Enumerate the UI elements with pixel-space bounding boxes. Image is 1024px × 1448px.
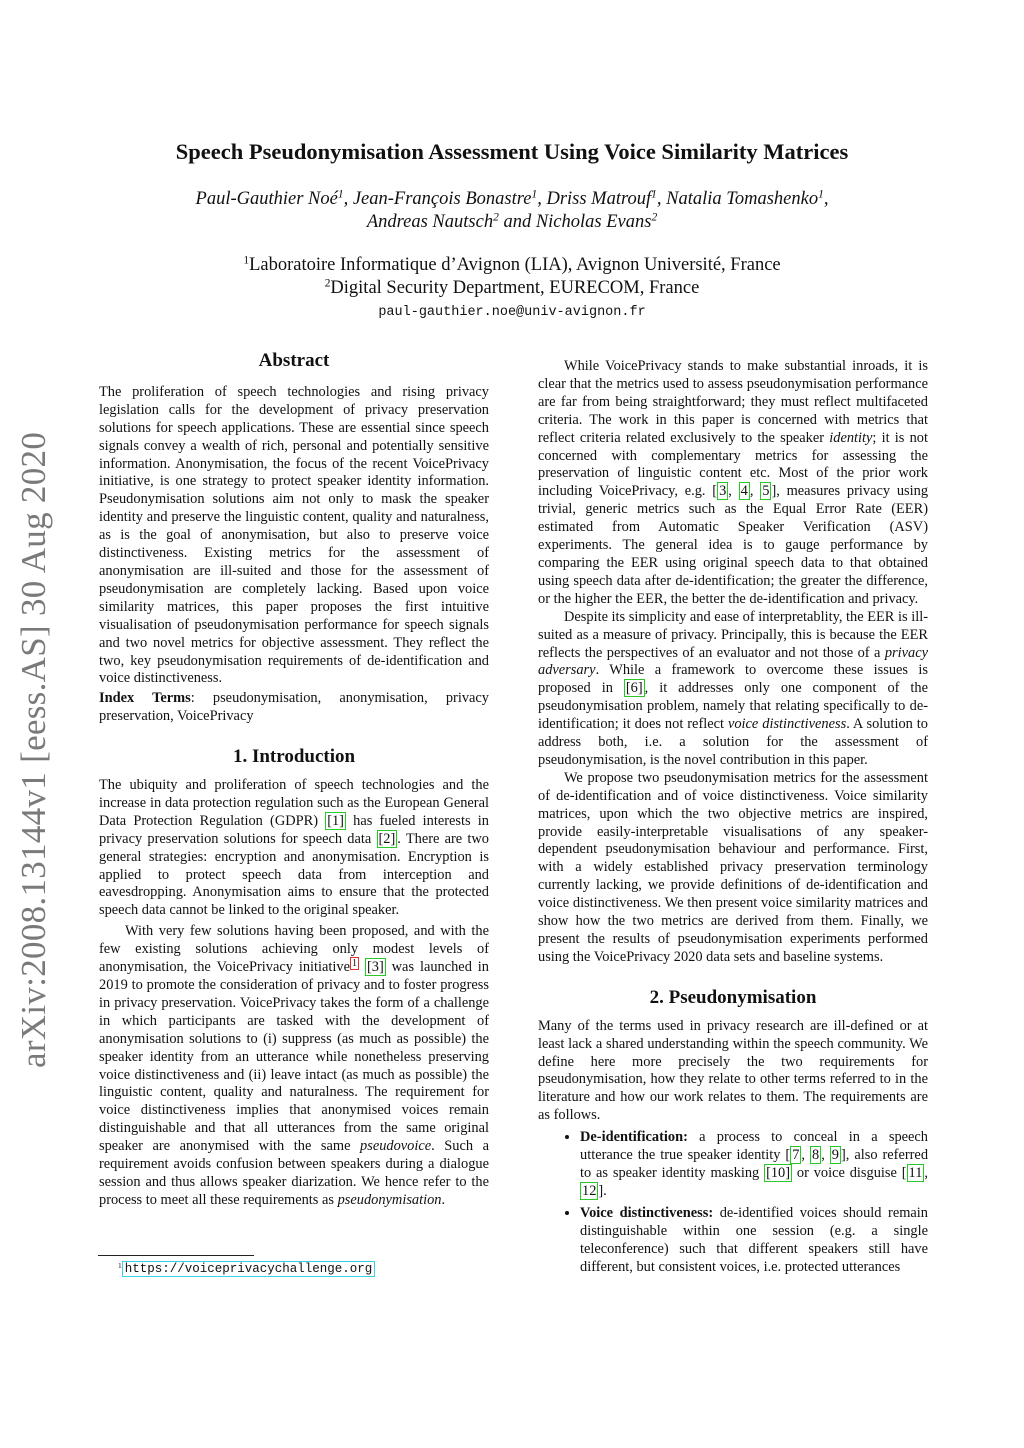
- citation-link[interactable]: [3]: [366, 959, 384, 976]
- author-name: Driss Matrouf: [546, 189, 652, 209]
- author-line-2: Andreas Nautsch$^2$ and Nicholas Evans$^2$: [366, 211, 658, 232]
- citation-link[interactable]: 9: [831, 1147, 839, 1164]
- author-line-1: Paul-Gauthier Noé$^1$, Jean-François Bonastre$^1$, Driss Matrouf$^1$, Natalia Tomashenko$^1$,: [195, 188, 829, 209]
- section-introduction-heading: 1. Introduction: [232, 746, 356, 768]
- citation-link[interactable]: [1]: [327, 812, 344, 829]
- author-name: Andreas Nautsch: [366, 212, 494, 232]
- index-terms: Index Terms: pseudonymisation, anonymisation, privacy preservation, VoicePrivacy: [99, 690, 489, 725]
- list-item-de-identification: • De-identification: a process to conceal in a speech utterance the true speaker identity [ 7 , 8 , 9 ], also referred to as speaker identity masking [10] or voice disguise [ 11 , 12 ].: [580, 1129, 928, 1201]
- abstract-heading: Abstract: [258, 350, 330, 371]
- right-paragraph-3: We propose two pseudonymisation metrics for the assessment of de-identification and of voice distinctiveness. Voice similarity matrices, upon which the two objective metrics are inspired, provide easily-interpretable visualisations of any speaker-dependent pseudonymisation behaviour and performance. First, with a widely established privacy preservation terminology currently lacking, we provide definitions of de-identification and voice distinctiveness. We then present voice similarity matrices and show how the two metrics are derived from them. Finally, we present the results of pseudonymisation experiments performed using the VoicePrivacy 2020 data sets and baseline systems.: [538, 769, 928, 965]
- intro-paragraph-2: With very few solutions having been proposed, and with the few existing solutions achieving only modest levels of anonymisation, the VoicePrivacy initiative $^1$ [3] was launched in 2019 to promote the consideration of privacy and to foster progress in privacy preservation. VoicePrivacy takes the form of a challenge in which participants are tasked with the development of anonymisation solutions to (i) suppress (as much as possible) the speaker identity from an utterance while nonetheless preserving voice distinctiveness and (ii) leave intact (as much as possible) the linguistic content, quality and naturalness. The requirement for voice distinctiveness implies that anonymised voices remain distinguishable and that all utterances from the same original speaker are anonymised with the same pseudovoice. Such a requirement avoids confusion between speakers during a dialogue session and thus allows speaker diarization. We hence refer to the process to meet all these requirements as pseudonymisation.: [99, 923, 490, 1208]
- citation-link[interactable]: [6]: [625, 680, 643, 697]
- right-column: [538, 358, 928, 1280]
- footnote: $^1$ https://voiceprivacychallenge.org: [118, 1261, 498, 1276]
- affiliation-2: $^2$Digital Security Department, EURECOM, France: [324, 277, 700, 298]
- arxiv-identifier[interactable]: arXiv:2008.13144v1 [eess.AS] 30 Aug 2020: [14, 431, 53, 1068]
- citation-link[interactable]: 5: [762, 483, 770, 500]
- citation-link[interactable]: 3: [719, 483, 727, 500]
- left-column: [99, 352, 489, 1210]
- section-pseudonymisation-heading: 2. Pseudonymisation: [649, 986, 817, 1008]
- right-paragraph-1: While VoicePrivacy stands to make substantial inroads, it is clear that the metrics used to assess pseudonymisation performance are far from being straightforward; they must reflect multifaceted criteria. The work in this paper is concerned with metrics that reflect criteria related exclusively to the speaker identity; it is not concerned with complementary metrics for assessing the preservation of linguistic content etc. Most of the prior work including VoicePrivacy, e.g. [ 3 , 4 , 5 ], measures privacy using trivial, generic metrics such as the Equal Error Rate (EER) estimated from Automatic Speaker Verification (ASV) experiments. The general idea is to gauge performance by comparing the EER using original speech data to that obtained using speech data after de-identification; the greater the difference, or the higher the EER, the better the de-identification and privacy.: [538, 358, 929, 607]
- footnote-rule: [98, 1255, 254, 1256]
- right-paragraph-2: Despite its simplicity and ease of interpretablity, the EER is ill-suited as a measure of privacy. Principally, this is because the EER reflects the perspectives of an evaluator and not those of a privacy adversary. While a framework to overcome these issues is proposed in [6] , it addresses only one component of the pseudonymisation problem, namely that relating specifically to de-identification; it does not reflect voice distinctiveness. A solution to address both, i.e. a solution for the assessment of pseudonymisation, is the novel contribution in this paper.: [538, 608, 928, 768]
- intro-paragraph-1: The ubiquity and proliferation of speech technologies and the increase in data protection regulation such as the European General Data Protection Regulation (GDPR) [1] has fueled interests in privacy preservation solutions for speech data [2] . There are two general strategies: encryption and anonymisation. Encryption is applied to protect speech data from interception and eavesdropping. Anonymisation aims to ensure that the protected speech data cannot be linked to the original speaker.: [99, 777, 489, 919]
- citation-link[interactable]: 7: [792, 1147, 800, 1164]
- citation-link[interactable]: [10]: [766, 1164, 791, 1181]
- citation-link[interactable]: 4: [740, 483, 748, 500]
- affiliation-1: $^1$Laboratoire Informatique d’Avignon (LIA), Avignon Université, France: [243, 254, 781, 275]
- citation-link[interactable]: 8: [812, 1147, 820, 1164]
- citation-link[interactable]: [2]: [378, 830, 396, 847]
- citation-link[interactable]: 11: [908, 1164, 923, 1181]
- author-name: Paul-Gauthier Noé: [195, 189, 338, 209]
- paper-title: Speech Pseudonymisation Assessment Using Voice Similarity Matrices: [175, 139, 849, 164]
- footnote-url-link[interactable]: https://voiceprivacychallenge.org: [122, 1261, 376, 1277]
- contact-email[interactable]: paul-gauthier.noe@univ-avignon.fr: [378, 305, 646, 320]
- abstract-text: The proliferation of speech technologies and rising privacy legislation calls for the development of privacy preservation solutions for speech applications. These are essential since speech signals convey a wealth of rich, personal and potentially sensitive information. Anonymisation, the focus of the recent VoicePrivacy initiative, is one strategy to protect speaker identity information. Pseudonymisation solutions aim not only to mask the speaker identity and preserve the linguistic content, quality and naturalness, as is the goal of anonymisation, but also to preserve voice distinctiveness. Existing metrics for the assessment of anonymisation are ill-suited and those for the assessment of pseudonymisation are completely lacking. Based upon voice similarity matrices, this paper proposes the first intuitive visualisation of pseudonymisation performance for speech signals and two novel metrics for objective assessment. They reflect the two, key pseudonymisation requirements of de-identification and voice distinctiveness.: [99, 383, 489, 687]
- citation-link[interactable]: 12: [582, 1182, 597, 1199]
- author-name: Nicholas Evans: [535, 212, 652, 232]
- author-name: Jean-François Bonastre: [352, 189, 532, 209]
- pseudonymisation-paragraph: Many of the terms used in privacy research are ill-defined or at least lack a shared understanding within the speech community. We define here more precisely the two requirements for pseudonymisation, how they relate to other terms referred to in the literature and how our work relates to them. The requirements are as follows.: [538, 1017, 928, 1124]
- list-item-voice-distinctiveness: • Voice distinctiveness: de-identified voices should remain distinguishable within one session (e.g. a single teleconference) such that different speakers still have different, but consistent voices, i.e. protected utterances: [580, 1205, 928, 1277]
- requirements-list: [538, 1129, 928, 1276]
- footnote-marker[interactable]: 1: [352, 958, 358, 970]
- author-name: Natalia Tomashenko: [666, 189, 819, 209]
- affiliations: [140, 254, 884, 300]
- author-list: [140, 188, 884, 234]
